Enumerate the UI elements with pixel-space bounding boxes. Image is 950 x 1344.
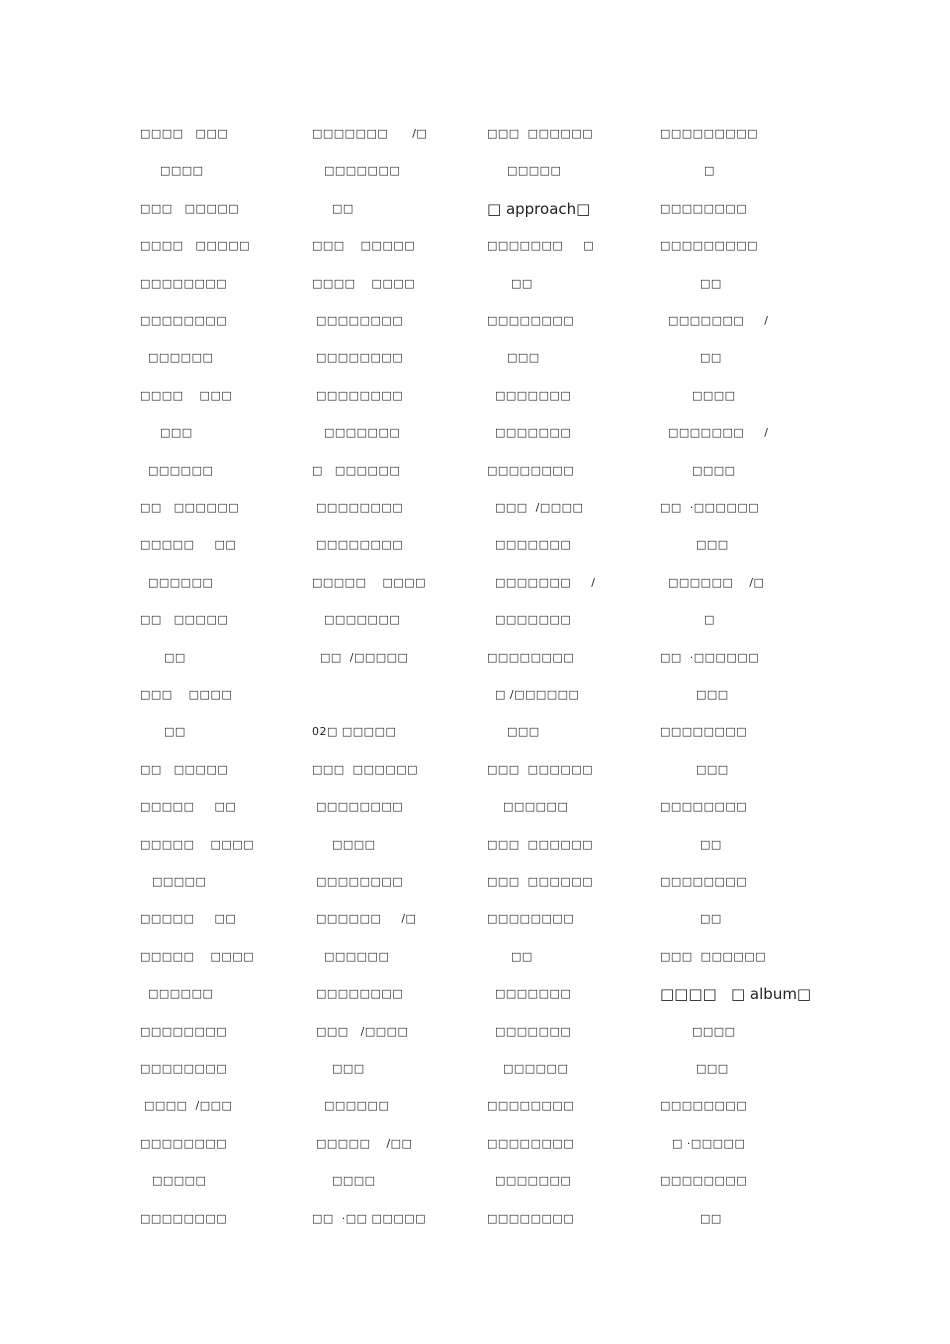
text-line: □□□□ □□□ [140,127,229,140]
text-line: □□ [140,725,186,739]
text-line: □□□□□□□ [312,426,401,440]
text-line: □□□ [660,688,729,701]
text-line: □□□□□ □□ [140,912,237,926]
text-line: □□ [487,276,533,290]
text-line: □ approach□ [487,199,591,218]
text-line: □□□ [487,351,540,365]
text-line: □□□□□□□ [487,426,572,440]
text-line: □□□□□ /□□ [312,1136,413,1150]
text-line: □□ ·□□□□□□ [660,501,760,514]
text-line: □□□□□□□□ [660,1099,748,1113]
text-line: □□□□ □□□□ [312,276,416,290]
text-line: □□□□□□□□ [140,314,228,327]
text-line: □□□ [660,1062,729,1075]
text-line: □□□□□□□ / [660,314,769,327]
text-line: □□□□□□□ [312,613,401,627]
text-line: □□□ □□□□□□ [487,875,594,888]
text-line: □□□□ /□□□ [140,1099,233,1113]
text-line: □ [660,613,715,627]
text-line: □□□□□□ [487,1062,569,1075]
text-line: □□□□□□ [312,1099,390,1113]
text-line: □□□□□□□ [487,613,572,627]
text-line: □□□□□ [140,875,207,888]
text-line: □□ □□□□□ [140,762,229,776]
text-line: □□ □□□□□□ [140,501,240,514]
text-line: □□□□ [140,164,204,178]
text-line: □□ [487,949,533,963]
text-line: □□□ /□□□□ [312,1024,409,1038]
text-line: □□□□□□□□ [487,650,575,664]
text-line: □□□□ [660,1024,736,1038]
text-line: □□□ /□□□□ [487,501,584,514]
text-line: □□□□□□ /□ [312,912,417,926]
text-line: □□□□□ [140,1174,207,1188]
text-line: □□□□□□□□ [660,875,748,888]
text-line: □□□□ [312,837,376,851]
text-line: □ /□□□□□□ [487,688,580,701]
text-line: □□□□□□□□□ [660,239,759,253]
text-line: □□□□□□□ /□ [312,127,428,140]
text-line: □□□□ [660,463,736,477]
text-line: □□□ □□□□□□ [487,837,594,851]
text-line: □□□□□□□□ [487,1211,575,1225]
text-line: □□□□□□□□ [487,1136,575,1150]
text-line: □□□ □□□□□ [140,201,240,215]
text-line: □□□□□□□□ [487,912,575,926]
text-line: □ [660,164,715,178]
text-column-4 [660,0,875,1344]
text-line: □□ ·□□ □□□□□ [312,1211,427,1225]
text-line: □□□□□□□ / [660,426,769,440]
text-line: □□□□□□□ [487,1024,572,1038]
text-line: □□□□□□□□ [312,388,404,402]
text-line: □□□□□□□□ [660,201,748,215]
text-line: □□□ [140,426,193,440]
text-line: □□□ [487,725,540,739]
text-line: □□□ □□□□□□ [312,762,419,776]
text-line: □□ [660,351,722,365]
text-line: □□□□□□□□ [312,314,404,327]
text-line: □□□□□□□□ [312,987,404,1001]
text-line: □□□□□□ [140,575,214,589]
text-line: □□□□□□□□ [487,314,575,327]
text-line: □□□ □□□□□□ [487,762,594,776]
text-line: □□□□ □ album□ [660,985,812,1004]
text-line: □□□ □□□□□□ [487,127,594,140]
text-line: 02□ □□□□□ [312,725,397,739]
text-line: □□ [660,1211,722,1225]
text-line: □□□□□□□□ [140,1136,228,1150]
text-line: □□ [140,650,186,664]
text-line: □□ □□□□□ [140,613,229,627]
text-line: □□□□□□□□ [660,1174,748,1188]
text-line: □ □□□□□□ [312,463,401,477]
text-line: □□□□□ □□ [140,538,237,552]
text-line: □□□□□□ [312,949,390,963]
text-line: □□□ [660,538,729,552]
text-line: □□□□□ □□ [140,800,237,814]
text-line: □□□□□□□□ [312,800,404,814]
text-line: □□ /□□□□□ [312,650,409,664]
text-line: □□□□□□□ [487,538,572,552]
text-line: □□□ [312,1062,365,1075]
text-line: □□□□ [660,388,736,402]
text-line: □□□□□□□□ [660,725,748,739]
text-line: □□□□□□□□ [487,1099,575,1113]
text-line: □□ ·□□□□□□ [660,650,760,664]
text-line: □□□□□□□ [312,164,401,178]
text-line: □□□□□□□□□ [660,127,759,140]
text-line: □□□□□□□□ [140,1062,228,1075]
text-line: □□□□ □□□□□ [140,239,251,253]
text-line: □ ·□□□□□ [660,1136,746,1150]
text-line: □□□□□ □□□□ [140,949,255,963]
text-line: □□□□□□□□ [487,463,575,477]
text-line: □□□□□□□□ [140,1024,228,1038]
text-line: □□□□□□□□ [312,538,404,552]
text-line: □□□□□□ [140,987,214,1001]
text-line: □□□□□□□ [487,1174,572,1188]
text-line: □□□□□□□ □ [487,239,595,253]
text-line: □□□□□ [487,164,562,178]
text-line: □□□ □□□□□ [312,239,416,253]
text-line: □□ [312,201,354,215]
text-line: □□□□□□ [140,463,214,477]
text-line: □□□□□□□ / [487,575,596,589]
text-line: □□ [660,276,722,290]
text-line: □□□ □□□□ [140,688,233,701]
text-line: □□□□□□□□ [312,351,404,365]
text-line: □□□□□ □□□□ [312,575,427,589]
text-line: □□□□□ □□□□ [140,837,255,851]
text-line: □□□□ [312,1174,376,1188]
text-line: □□□ [660,762,729,776]
text-line: □□□□□□□□ [140,276,228,290]
text-line: □□□ □□□□□□ [660,949,767,963]
text-line: □□□□□□□□ [312,501,404,514]
text-line: □□□□□□□□ [660,800,748,814]
text-line: □□□□□□□ [487,987,572,1001]
text-line: □□□□□□ /□ [660,575,765,589]
text-line: □□□□□□□□ [140,1211,228,1225]
text-line: □□ [660,912,722,926]
text-line: □□□□□□□ [487,388,572,402]
text-line: □□□□□□ [487,800,569,814]
text-line: □□□□□□□□ [312,875,404,888]
text-line: □□□□ □□□ [140,388,233,402]
text-line: □□ [660,837,722,851]
text-line: □□□□□□ [140,351,214,365]
